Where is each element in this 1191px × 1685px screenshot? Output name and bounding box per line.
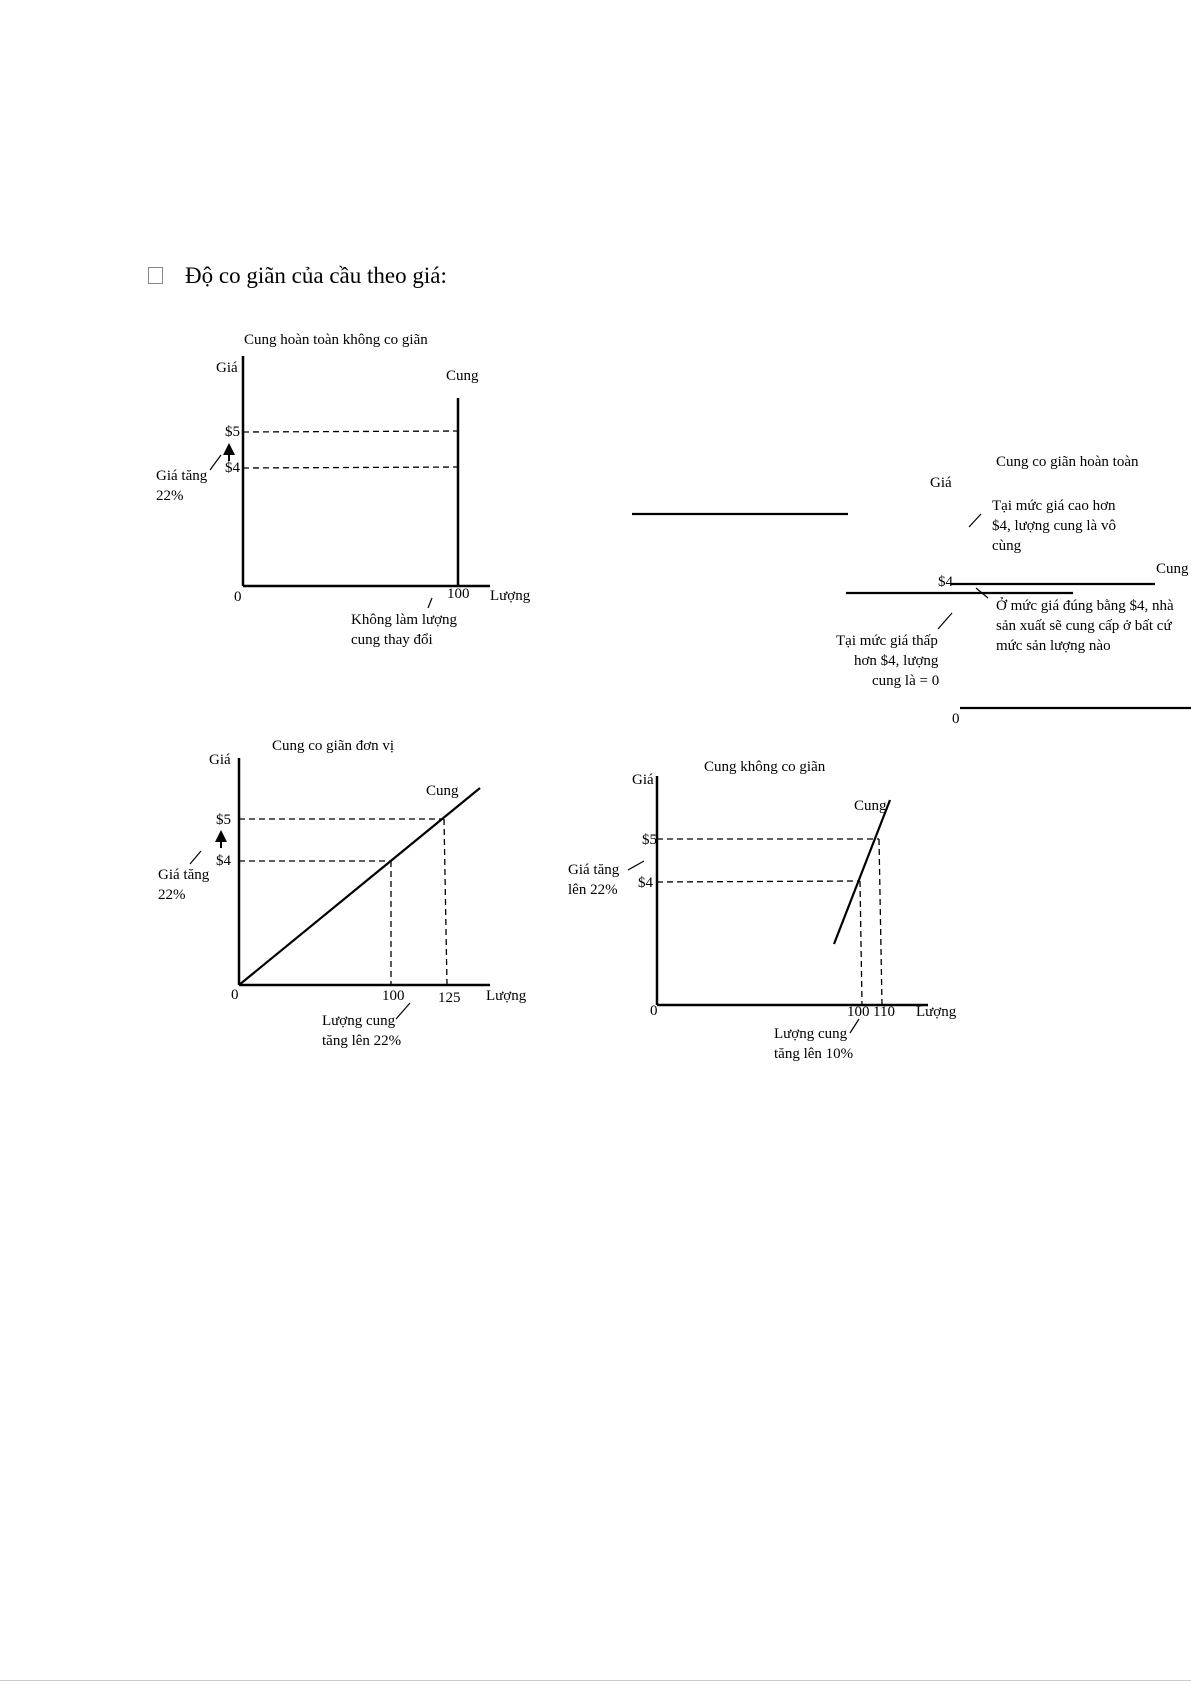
c3-price-change-line1: Giá tăng xyxy=(158,867,210,883)
c4-x-label: Lượng xyxy=(916,1004,957,1020)
c1-qty-change-line1: Không làm lượng xyxy=(351,612,458,628)
c2-pointer-below xyxy=(938,613,952,629)
c4-supply-line xyxy=(834,800,890,944)
c1-origin: 0 xyxy=(234,589,242,605)
c3-y-tick-4: $4 xyxy=(216,853,231,869)
c3-origin: 0 xyxy=(231,987,239,1003)
c3-qty-change-line1: Lượng cung xyxy=(322,1013,396,1029)
c1-title: Cung hoàn toàn không co giãn xyxy=(244,332,428,348)
c2-curve-label: Cung xyxy=(1156,561,1189,577)
c1-price-change-line1: Giá tăng xyxy=(156,468,208,484)
c4-title: Cung không co giãn xyxy=(704,759,826,775)
c4-origin: 0 xyxy=(650,1003,658,1019)
c3-title: Cung co giãn đơn vị xyxy=(272,738,395,754)
c2-at-line2: sản xuất sẽ cung cấp ở bất cứ xyxy=(996,618,1172,634)
c3-price-pointer xyxy=(190,851,201,864)
c1-x-label: Lượng xyxy=(490,588,531,604)
c2-above-line2: $4, lượng cung là vô xyxy=(992,518,1116,534)
c1-x-tick-100: 100 xyxy=(447,586,470,602)
c4-y-label: Giá xyxy=(632,772,654,788)
c3-up-arrow-icon xyxy=(215,830,227,842)
c4-guide-100-v xyxy=(860,881,862,1005)
c3-x-label: Lượng xyxy=(486,988,527,1004)
c2-above-line1: Tại mức giá cao hơn xyxy=(992,498,1116,514)
c3-qty-change-line2: tăng lên 22% xyxy=(322,1033,402,1049)
c2-above-line3: cùng xyxy=(992,538,1022,554)
c1-up-arrow-icon xyxy=(223,443,235,455)
c3-guide-125-v xyxy=(444,819,447,985)
c4-y-tick-5: $5 xyxy=(642,832,657,848)
c1-guide-5 xyxy=(243,431,458,432)
c1-y-label: Giá xyxy=(216,360,238,376)
c1-qty-pointer xyxy=(428,598,432,608)
c4-price-change-line2: lên 22% xyxy=(568,882,618,898)
c4-guide-4-h xyxy=(657,881,860,882)
c3-y-label: Giá xyxy=(209,752,231,768)
c2-at-line1: Ở mức giá đúng bằng $4, nhà xyxy=(996,598,1174,614)
c2-at-line3: mức sản lượng nào xyxy=(996,638,1111,654)
c1-price-change-line2: 22% xyxy=(156,488,184,504)
c3-x-tick-100: 100 xyxy=(382,988,405,1004)
page-bottom-rule xyxy=(0,1680,1191,1681)
c2-origin: 0 xyxy=(952,711,960,727)
c2-below-line3: cung là = 0 xyxy=(872,673,940,689)
c2-y-tick-4: $4 xyxy=(938,574,953,590)
c4-guide-110-v xyxy=(879,839,882,1005)
c4-qty-change-line2: tăng lên 10% xyxy=(774,1046,854,1062)
c1-qty-change-line2: cung thay đổi xyxy=(351,632,433,648)
c4-qty-change-line1: Lượng cung xyxy=(774,1026,848,1042)
c2-below-line2: hơn $4, lượng xyxy=(854,653,939,669)
c4-y-tick-4: $4 xyxy=(638,875,653,891)
c3-supply-line xyxy=(239,788,480,985)
c4-x-tick-100: 100 xyxy=(847,1004,870,1020)
c3-curve-label: Cung xyxy=(426,783,459,799)
c4-curve-label: Cung xyxy=(854,798,887,814)
c4-price-pointer xyxy=(628,861,644,870)
c1-guide-4 xyxy=(243,467,458,468)
c2-y-label: Giá xyxy=(930,475,952,491)
c1-curve-label: Cung xyxy=(446,368,479,384)
c3-x-tick-125: 125 xyxy=(438,990,461,1006)
c2-pointer-above xyxy=(969,514,981,527)
c4-x-tick-110: 110 xyxy=(873,1004,895,1020)
c2-title: Cung co giãn hoàn toàn xyxy=(996,454,1139,470)
c3-y-tick-5: $5 xyxy=(216,812,231,828)
c1-price-pointer xyxy=(210,455,221,470)
heading-text: Độ co giãn của cầu theo giá: xyxy=(185,263,447,288)
c3-price-change-line2: 22% xyxy=(158,887,186,903)
c2-below-line1: Tại mức giá thấp xyxy=(836,633,938,649)
c4-price-change-line1: Giá tăng xyxy=(568,862,620,878)
c1-y-tick-5: $5 xyxy=(225,424,240,440)
c1-y-tick-4: $4 xyxy=(225,460,240,476)
